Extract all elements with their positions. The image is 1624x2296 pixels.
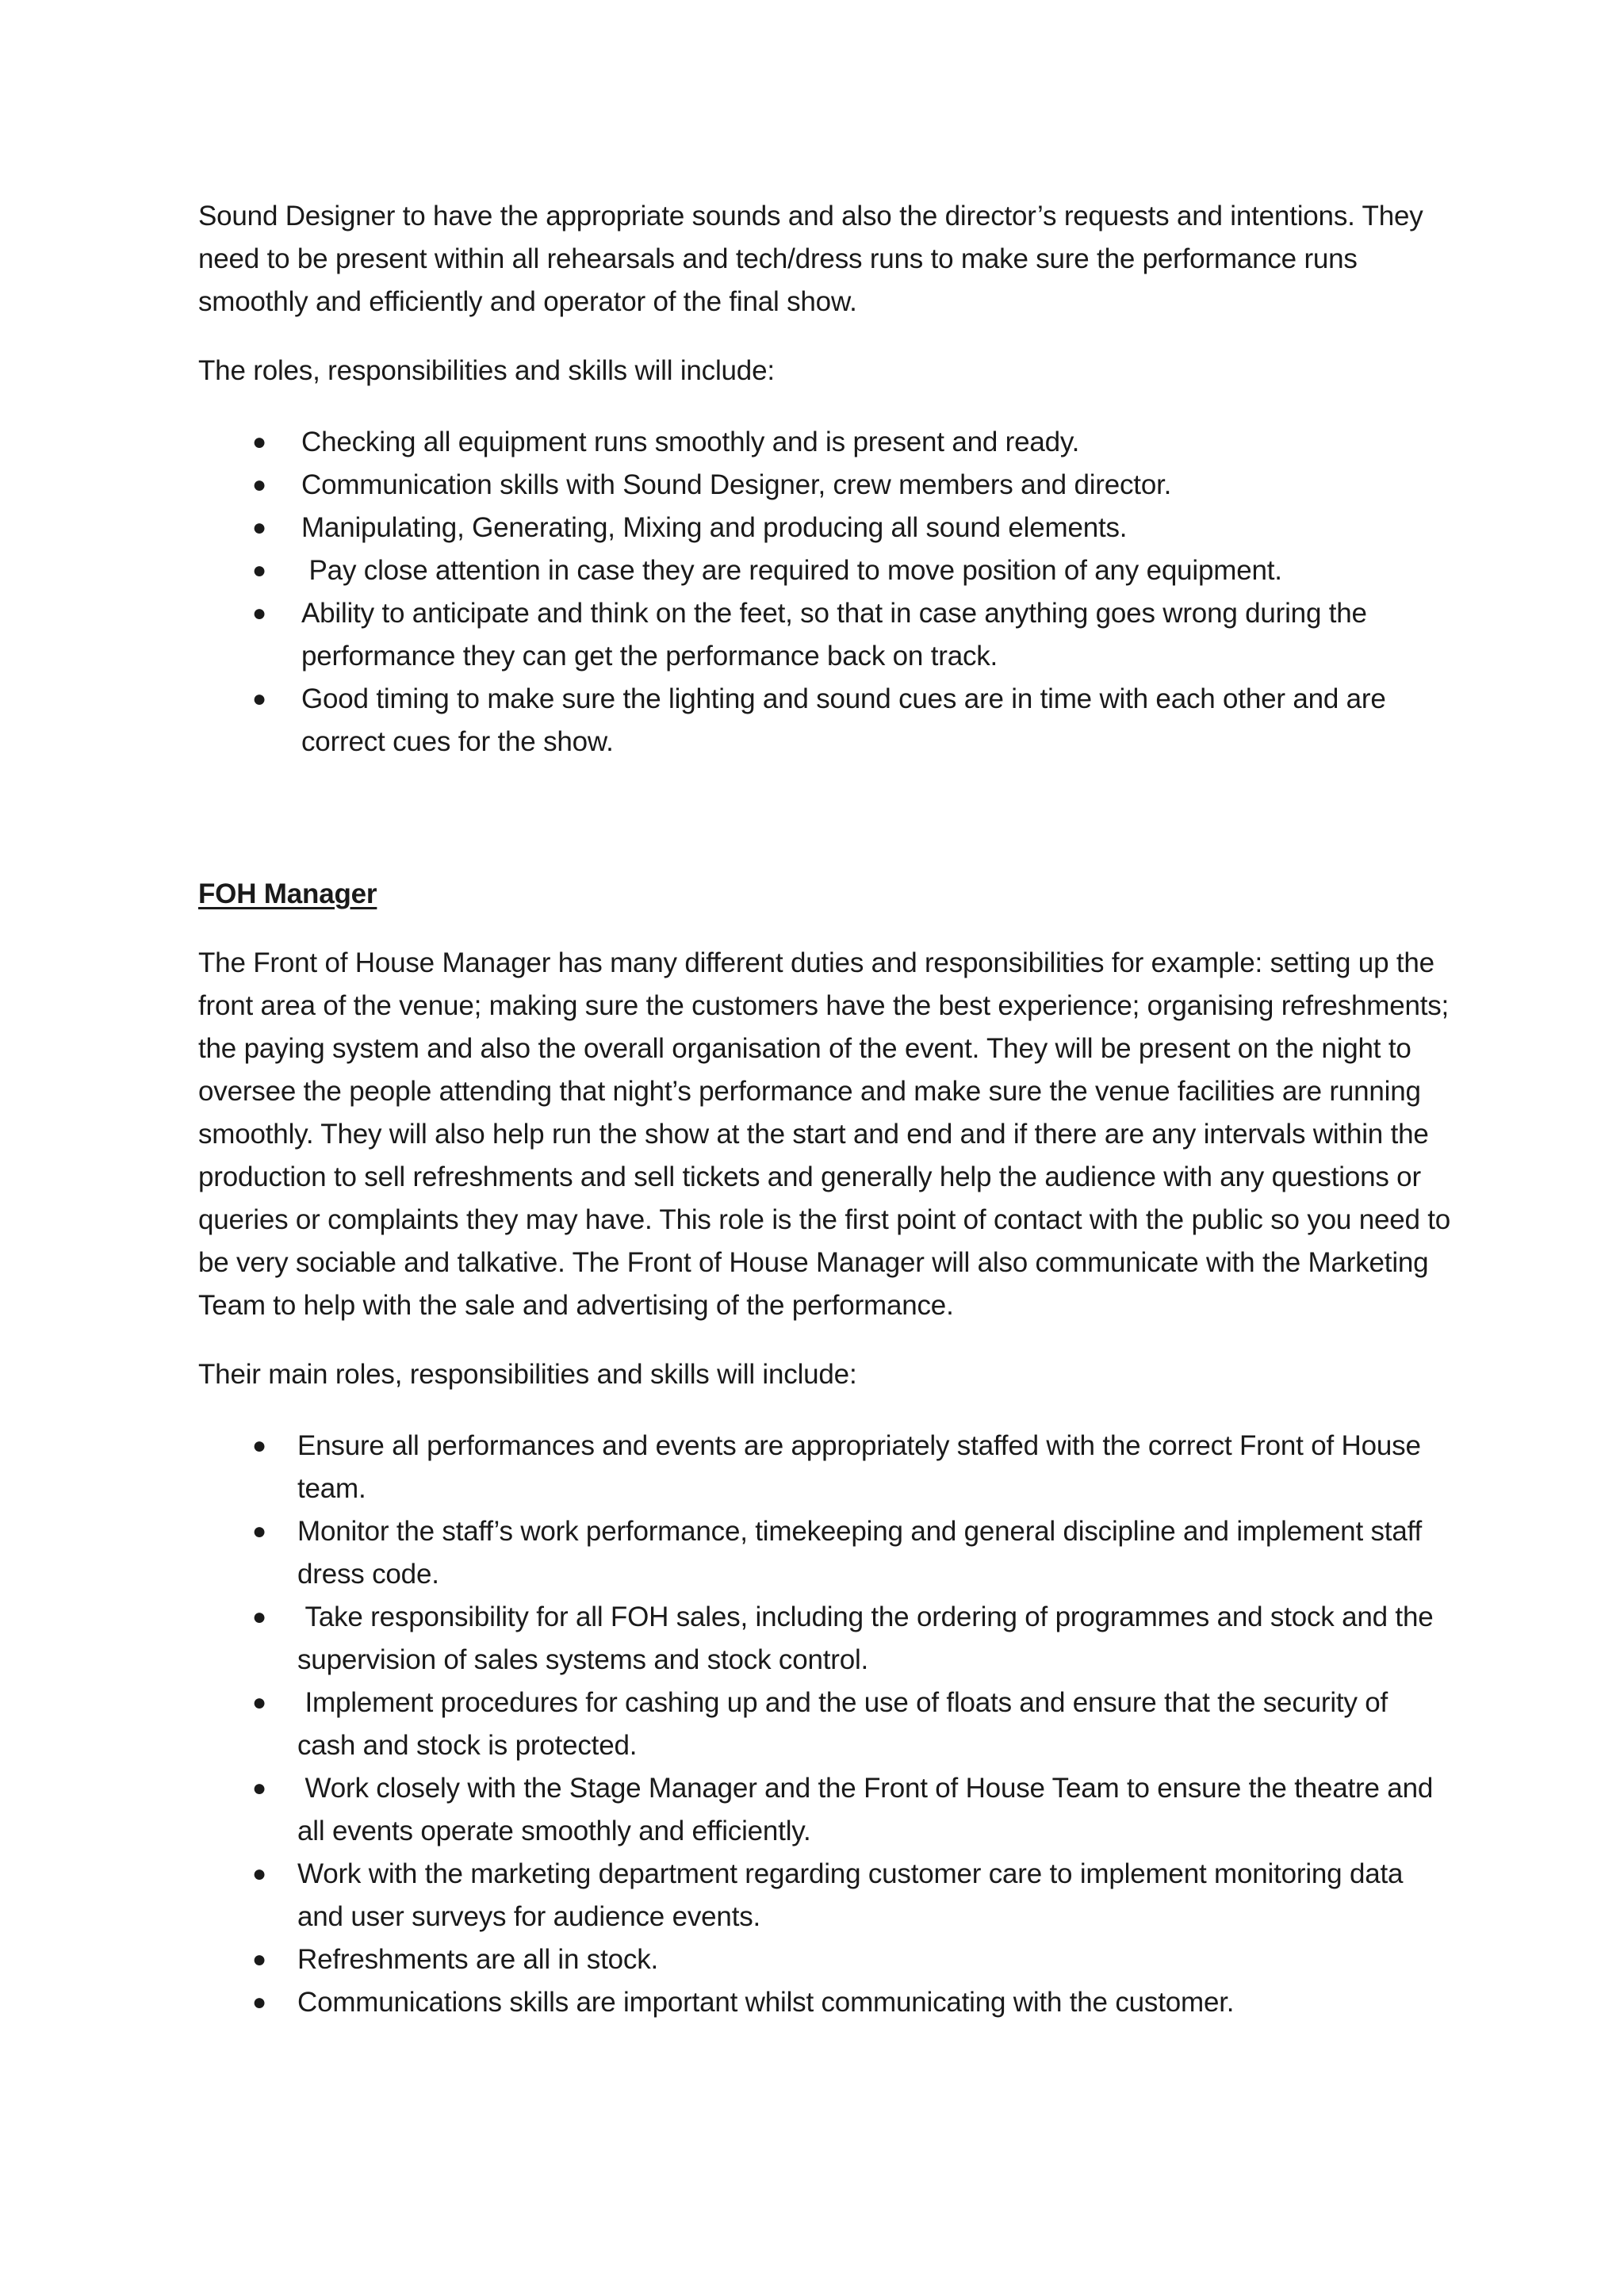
list-item-text: Work closely with the Stage Manager and the Front of House Team to ensure the theatre and all events operate smoothly and efficiently. [297, 1773, 1441, 1846]
bullet-icon: ● [252, 1861, 266, 1887]
list-item [198, 592, 1451, 678]
bullet-icon: ● [252, 1604, 266, 1630]
list-item-text: Ability to anticipate and think on the feet, so that in case anything goes wrong during the performance they can get the performance back on track. [301, 598, 1367, 672]
list-item [198, 549, 1451, 592]
list-item [198, 421, 1451, 464]
list-item-text: Implement procedures for cashing up and the use of floats and ensure that the security of cash and stock is protected. [297, 1687, 1396, 1761]
list-item-text: Communications skills are important whilst communicating with the customer. [297, 1987, 1235, 2018]
list-item [198, 507, 1451, 549]
bullet-icon: ● [252, 1689, 266, 1716]
list-item-text: Communication skills with Sound Designer, crew members and director. [301, 469, 1172, 500]
roles-intro: The roles, responsibilities and skills will include: [198, 355, 775, 386]
bullet-icon: ● [252, 515, 266, 541]
document-page [198, 195, 1451, 2024]
bullet-icon: ● [252, 600, 266, 626]
list-item [198, 464, 1451, 507]
list-item-text: Take responsibility for all FOH sales, including the ordering of programmes and stock and the supervision of sales systems and stock control. [297, 1601, 1442, 1675]
bullet-icon: ● [252, 557, 266, 584]
list-item [198, 678, 1451, 763]
list-item [198, 1425, 1451, 1510]
intro-paragraph: Sound Designer to have the appropriate sounds and also the director’s requests and intentions. They need to be present within all rehearsals and tech/dress runs to make sure the performance runs smoothly and efficiently and operator of the final show. [198, 201, 1423, 317]
bullet-icon: ● [252, 686, 266, 712]
list-item-text: Refreshments are all in stock. [297, 1944, 659, 1975]
list-item [198, 1938, 1451, 1981]
foh-roles-intro: Their main roles, responsibilities and skills will include: [198, 1359, 857, 1390]
list-item-text: Pay close attention in case they are required to move position of any equipment. [301, 555, 1282, 586]
list-item-text: Work with the marketing department regarding customer care to implement monitoring data and user surveys for audience events. [297, 1858, 1404, 1932]
list-item-text: Monitor the staff’s work performance, timekeeping and general discipline and implement staff dress code. [297, 1516, 1423, 1590]
bullet-icon: ● [252, 1775, 266, 1801]
bullet-icon: ● [252, 1433, 266, 1459]
list-item [198, 1682, 1451, 1767]
list-item [198, 1767, 1451, 1853]
list-item [198, 1510, 1451, 1596]
bullet-icon: ● [252, 472, 266, 498]
bullet-icon: ● [252, 1989, 266, 2015]
bullet-icon: ● [252, 1946, 266, 1973]
list-item [198, 1596, 1451, 1682]
list-item [198, 1853, 1451, 1938]
list-item-text: Ensure all performances and events are appropriately staffed with the correct Front of House team. [297, 1430, 1421, 1504]
foh-roles-list [198, 1425, 1451, 2024]
section-heading-foh-manager: FOH Manager [198, 878, 377, 909]
list-item-text: Good timing to make sure the lighting and sound cues are in time with each other and are correct cues for the show. [301, 683, 1386, 757]
bullet-icon: ● [252, 429, 266, 455]
bullet-icon: ● [252, 1518, 266, 1544]
list-item-text: Manipulating, Generating, Mixing and producing all sound elements. [301, 512, 1128, 543]
roles-list [198, 421, 1451, 763]
list-item-text: Checking all equipment runs smoothly and is present and ready. [301, 427, 1080, 457]
foh-paragraph: The Front of House Manager has many different duties and responsibilities for example: setting up the front area of the venue; making sure the customers have the best experience; organising refreshments; the paying system and also the overall organisation of the event. They will be present on the night to oversee the people attending that night’s performance and make sure the venue facilities are running smoothly. They will also help run the show at the start and end and if there are any intervals within the production to sell refreshments and sell tickets and generally help the audience with any questions or queries or complaints they may have. This role is the first point of contact with the public so you need to be very sociable and talkative. The Front of House Manager will also communicate with the Marketing Team to help with the sale and advertising of the performance. [198, 947, 1451, 1321]
list-item [198, 1981, 1451, 2024]
